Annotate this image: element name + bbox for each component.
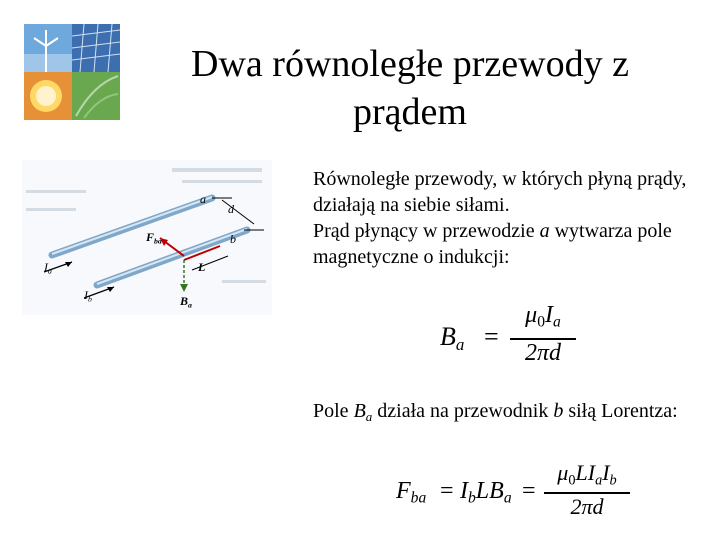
eq2-field-subscript: a bbox=[503, 489, 512, 507]
force-fba-label bbox=[146, 230, 162, 245]
eq2-denominator: 2πd bbox=[570, 494, 604, 519]
eq2-equals-second: = bbox=[522, 478, 536, 504]
eq2-current-a-subscript: a bbox=[595, 472, 603, 489]
eq2-length-current: LI bbox=[575, 460, 596, 485]
paragraph3-end: siłą Lorentza: bbox=[563, 400, 678, 422]
paragraph2-start: Prąd płynący w przewodzie bbox=[313, 220, 540, 242]
current-ib-symbol: I bbox=[84, 288, 88, 302]
eq1-lhs-subscript: a bbox=[455, 335, 465, 355]
current-ib-label bbox=[84, 288, 92, 303]
field-symbol: B bbox=[353, 400, 366, 422]
eq2-length-field: LB bbox=[475, 478, 504, 504]
eq2-force: F bbox=[396, 478, 411, 504]
field-ba-label bbox=[180, 294, 192, 309]
field-ba-subscript: a bbox=[188, 300, 192, 310]
paragraph3-start: Pole bbox=[313, 400, 354, 422]
figure-label-group bbox=[22, 160, 272, 315]
slide-title: Dwa równoległe przewody z prądem bbox=[191, 43, 629, 133]
equation-field-induction bbox=[440, 302, 580, 374]
length-l-label: L bbox=[198, 260, 206, 274]
eq1-mu-subscript: 0 bbox=[537, 313, 546, 331]
eq2-current-subscript: b bbox=[468, 489, 476, 507]
eq2-current-b: I bbox=[602, 460, 610, 485]
current-ia-symbol: I bbox=[44, 260, 48, 274]
paragraph2-end: wytwarza pole magnetyczne o indukcji: bbox=[313, 220, 672, 268]
eq2-mu-subscript: 0 bbox=[568, 472, 576, 489]
eq1-current: I bbox=[545, 302, 554, 328]
eq2-mu: μ bbox=[557, 460, 569, 485]
lorentz-text bbox=[313, 398, 713, 430]
eq1-mu: μ bbox=[525, 302, 538, 328]
renewable-energy-logo bbox=[24, 24, 120, 120]
field-ba-symbol: B bbox=[180, 294, 189, 308]
eq2-current: I bbox=[460, 478, 468, 504]
wire-a-variable: a bbox=[539, 220, 550, 242]
distance-d-label: d bbox=[228, 202, 234, 216]
current-ia-label bbox=[44, 260, 52, 275]
eq2-equals-first: = bbox=[440, 478, 454, 504]
eq1-denominator: 2πd bbox=[524, 340, 562, 366]
force-symbol: F bbox=[146, 230, 155, 244]
paragraph-magnetic-field bbox=[313, 218, 713, 270]
current-ib-subscript: b bbox=[88, 294, 92, 304]
eq2-force-subscript: ba bbox=[410, 489, 427, 507]
eq1-current-subscript: a bbox=[553, 313, 561, 331]
eq1-equals: = bbox=[484, 322, 499, 351]
wire-a-label: a bbox=[200, 192, 206, 206]
force-subscript: ba bbox=[154, 236, 162, 246]
intro-text bbox=[313, 166, 713, 270]
paragraph3-middle: działa na przewodnik bbox=[372, 400, 554, 422]
wire-b-variable: b bbox=[553, 400, 564, 422]
field-symbol-subscript: a bbox=[365, 408, 373, 424]
wire-b-label: b bbox=[230, 232, 236, 246]
paragraph-wires-interact: Równoległe przewody, w których płyną prądy, działają na siebie siłami. bbox=[313, 168, 687, 216]
current-ia-subscript: a bbox=[48, 266, 52, 276]
eq1-lhs: B bbox=[440, 322, 456, 351]
eq2-current-b-subscript: b bbox=[609, 472, 617, 489]
equation-lorentz-force bbox=[396, 460, 636, 526]
